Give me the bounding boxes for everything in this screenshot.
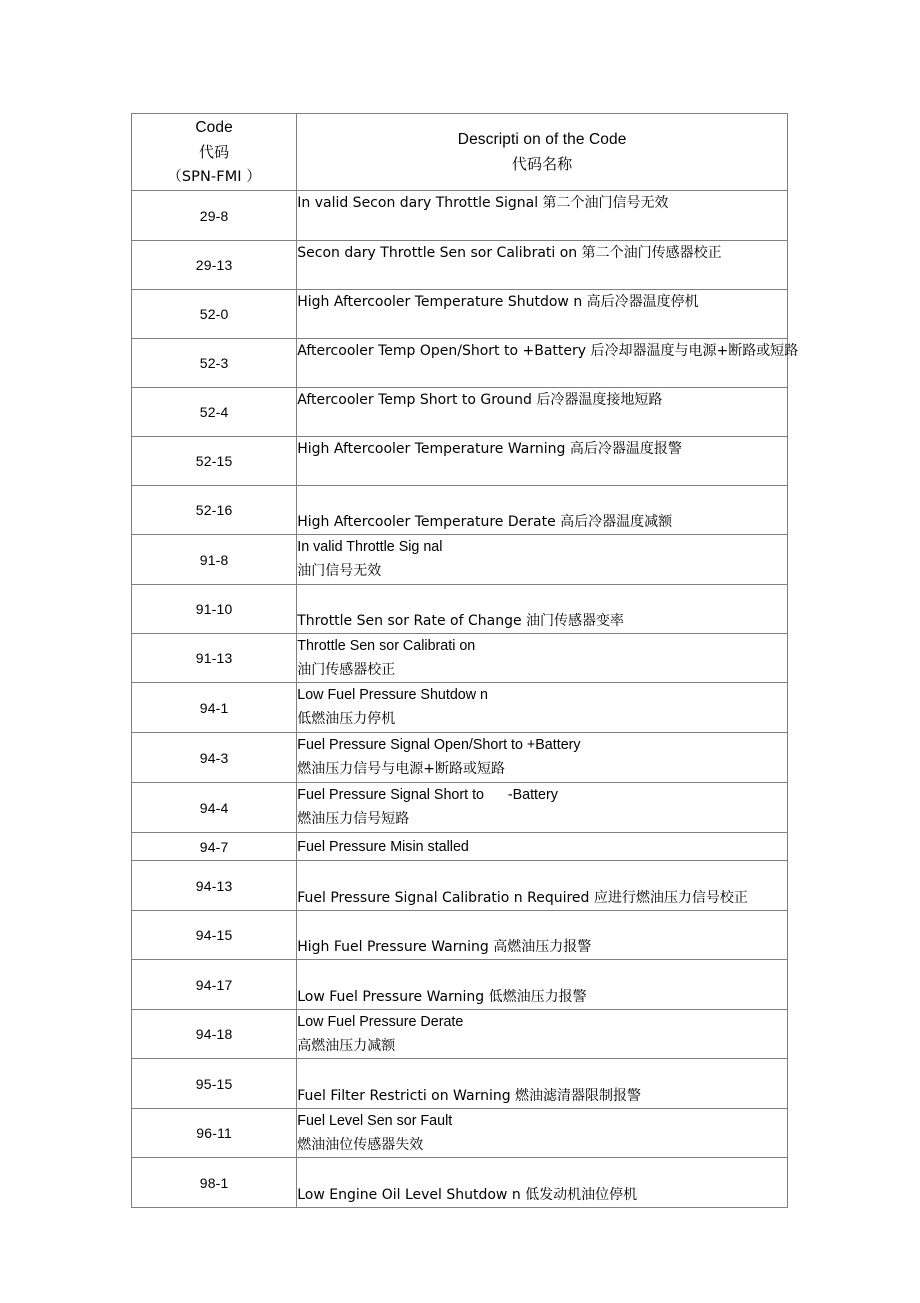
header-desc-line1: Descripti on of the Code (457, 131, 627, 148)
description-cell (297, 535, 788, 585)
description-line: 燃油油位传感器失效 (297, 1137, 424, 1153)
description-line: In valid Secon dary Throttle Signal 第二个油门信号无效 (297, 195, 669, 211)
code-cell: 96-11 (132, 1109, 297, 1158)
table-row (132, 911, 788, 960)
description-cell (297, 683, 788, 733)
code-cell: 94-1 (132, 683, 297, 733)
description-line: Secon dary Throttle Sen sor Calibrati on 第二个油门传感器校正 (297, 245, 722, 261)
description-cell (297, 1010, 788, 1059)
code-cell: 52-3 (132, 339, 297, 388)
description-line: High Aftercooler Temperature Derate 高后冷器温度减额 (297, 514, 673, 530)
description-cell (297, 437, 788, 486)
code-cell: 94-4 (132, 783, 297, 833)
description-line: High Fuel Pressure Warning 高燃油压力报警 (297, 939, 592, 955)
description-line: Low Engine Oil Level Shutdow n 低发动机油位停机 (297, 1187, 638, 1203)
description-line: Low Fuel Pressure Derate (297, 1014, 464, 1030)
table-row (132, 733, 788, 783)
description-cell (297, 783, 788, 833)
table-row (132, 833, 788, 861)
description-line: Fuel Pressure Signal Short to -Battery (297, 787, 558, 803)
description-line: Low Fuel Pressure Shutdow n (297, 687, 488, 703)
table-row (132, 960, 788, 1010)
header-code-line2: 代码 (199, 142, 230, 161)
description-line: In valid Throttle Sig nal (297, 539, 443, 555)
header-cell-description (297, 114, 788, 191)
description-line: Throttle Sen sor Calibrati on (297, 638, 476, 654)
description-line: Fuel Pressure Signal Open/Short to +Battery (297, 737, 581, 753)
description-line: 油门传感器校正 (297, 662, 396, 678)
description-line: Aftercooler Temp Short to Ground 后冷器温度接地短路 (297, 392, 663, 408)
description-cell (297, 290, 788, 339)
code-cell: 94-13 (132, 861, 297, 911)
table-row (132, 535, 788, 585)
code-cell: 52-15 (132, 437, 297, 486)
table-row (132, 339, 788, 388)
description-cell (297, 339, 799, 388)
table-row (132, 1158, 788, 1208)
code-cell: 29-8 (132, 191, 297, 241)
table-row (132, 683, 788, 733)
code-cell: 29-13 (132, 241, 297, 290)
description-cell (297, 634, 788, 683)
description-line: 低燃油压力停机 (297, 711, 396, 727)
table-row (132, 783, 788, 833)
description-cell (297, 733, 788, 783)
header-desc-line2: 代码名称 (511, 155, 573, 173)
table-row (132, 486, 788, 535)
description-cell (297, 585, 788, 634)
description-line: Low Fuel Pressure Warning 低燃油压力报警 (297, 989, 587, 1005)
code-cell: 94-7 (132, 833, 297, 861)
header-cell-code (132, 114, 297, 191)
description-cell (297, 486, 788, 535)
code-cell: 94-18 (132, 1010, 297, 1059)
code-cell: 94-3 (132, 733, 297, 783)
description-cell (297, 861, 788, 911)
table-row (132, 290, 788, 339)
table-row (132, 861, 788, 911)
description-line: Fuel Filter Restricti on Warning 燃油滤清器限制报警 (297, 1088, 642, 1104)
table-row (132, 1010, 788, 1059)
description-line: Fuel Pressure Misin stalled (297, 838, 469, 855)
description-line: 高燃油压力减额 (297, 1038, 396, 1054)
table-row (132, 585, 788, 634)
header-code-line1: Code (195, 118, 233, 136)
description-line: 燃油压力信号短路 (297, 811, 410, 827)
table-row (132, 241, 788, 290)
code-cell: 98-1 (132, 1158, 297, 1208)
description-cell (297, 960, 788, 1010)
code-cell: 95-15 (132, 1059, 297, 1109)
table-row (132, 437, 788, 486)
table-body (132, 191, 799, 1208)
code-cell: 94-17 (132, 960, 297, 1010)
description-cell (297, 833, 788, 861)
code-cell: 91-10 (132, 585, 297, 634)
description-cell (297, 191, 788, 241)
code-cell: 52-0 (132, 290, 297, 339)
description-line: 油门信号无效 (297, 563, 382, 579)
header-code-line3: （SPN-FMI ） (167, 168, 261, 185)
table-row (132, 388, 788, 437)
description-cell (297, 388, 788, 437)
description-line: Fuel Pressure Signal Calibratio n Required 应进行燃油压力信号校正 (297, 890, 748, 906)
description-line: 燃油压力信号与电源+断路或短路 (297, 761, 505, 777)
description-cell (297, 1059, 788, 1109)
description-line: Throttle Sen sor Rate of Change 油门传感器变率 (297, 613, 625, 629)
description-line: High Aftercooler Temperature Shutdow n 高后冷器温度停机 (297, 294, 699, 310)
fault-code-table (131, 113, 799, 1208)
code-cell: 91-13 (132, 634, 297, 683)
description-cell (297, 1109, 788, 1158)
code-cell: 91-8 (132, 535, 297, 585)
description-line: High Aftercooler Temperature Warning 高后冷器温度报警 (297, 441, 682, 457)
code-cell: 52-16 (132, 486, 297, 535)
table-header (132, 114, 788, 191)
table-row (132, 191, 788, 241)
table-row (132, 1109, 788, 1158)
table-header-row (132, 114, 788, 191)
description-cell (297, 1158, 788, 1208)
table-row (132, 1059, 788, 1109)
description-cell (297, 911, 788, 960)
description-cell (297, 241, 788, 290)
code-cell: 94-15 (132, 911, 297, 960)
table-row (132, 634, 788, 683)
description-line: Aftercooler Temp Open/Short to +Battery 后冷却器温度与电源+断路或短路 (297, 343, 799, 359)
code-cell: 52-4 (132, 388, 297, 437)
description-line: Fuel Level Sen sor Fault (297, 1113, 453, 1129)
